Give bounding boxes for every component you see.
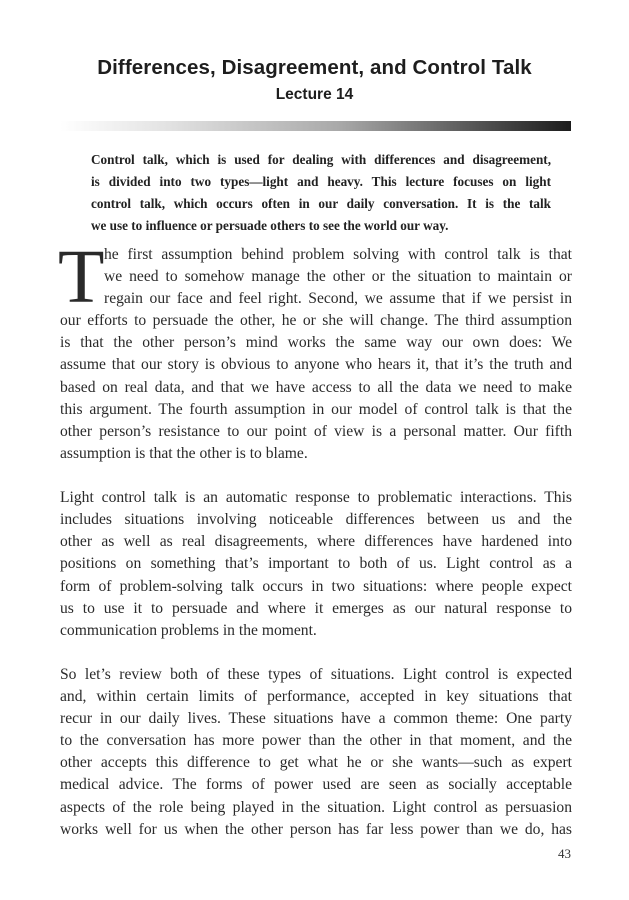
text-line: aspects of the role being played in the situation. Light control as persuasion	[60, 798, 572, 816]
text-line: based on real data, and that we have access to all the data we need to make	[60, 378, 572, 396]
text-line: other as well as real disagreements, where differences have hardened into	[60, 533, 572, 551]
text-line: is that the other person’s mind works the same way our own does: We	[60, 334, 572, 352]
paragraph-2	[60, 487, 572, 642]
paragraph-1	[58, 235, 572, 465]
text-line: assume that our story is obvious to anyone who hears it, that it’s the truth and	[60, 356, 572, 374]
text-line: So let’s review both of these types of situations. Light control is expected	[60, 665, 572, 683]
summary-line: is divided into two types—light and heavy. This lecture focuses on light	[91, 174, 551, 190]
text-line: assumption is that the other is to blame.	[60, 444, 308, 462]
text-line: form of problem-solving talk occurs in two situations: where people expect	[60, 577, 572, 595]
text-line: this argument. The fourth assumption in our model of control talk is that the	[60, 400, 572, 418]
text-line: other accepts this difference to get what he or she wants—such as expert	[60, 754, 572, 772]
text-line: he first assumption behind problem solving with control talk is that	[104, 246, 572, 263]
text-line: and, within certain limits of performance, accepted in key situations that	[60, 688, 572, 706]
text-line: us to use it to persuade and where it emerges as our natural response to	[60, 599, 572, 617]
summary-line: we use to influence or persuade others to see the world our way.	[91, 218, 449, 234]
gradient-divider	[60, 121, 571, 131]
text-line: to the conversation has more power than the other in that moment, and the	[60, 732, 572, 750]
text-line: medical advice. The forms of power used are seen as socially acceptable	[60, 776, 572, 794]
text-line: we need to somehow manage the other or the situation to maintain or	[104, 268, 572, 286]
text-line: regain our face and feel right. Second, we assume that if we persist in	[104, 290, 572, 308]
text-line: communication problems in the moment.	[60, 621, 317, 639]
text-line: Light control talk is an automatic response to problematic interactions. This	[60, 489, 572, 507]
text-line: recur in our daily lives. These situations have a common theme: One party	[60, 710, 572, 728]
lecture-number: Lecture 14	[275, 86, 354, 103]
summary-line: Control talk, which is used for dealing with differences and disagreement,	[91, 152, 551, 167]
page-number: 43	[558, 846, 571, 861]
body-text	[58, 235, 572, 863]
lecture-summary	[91, 149, 551, 237]
lecture-title: Differences, Disagreement, and Control Talk	[97, 56, 532, 79]
text-line: other person’s resistance to our point of view is a personal matter. Our fifth	[60, 422, 572, 440]
paragraph-3	[60, 664, 572, 841]
text-line: positions on something that’s important to both of us. Light control as a	[60, 555, 572, 573]
text-line: works well for us when the other person has far less power than we do, has	[60, 820, 572, 838]
text-line: includes situations involving noticeable differences between us and the	[60, 511, 572, 529]
drop-cap: T	[58, 235, 105, 319]
text-line: our efforts to persuade the other, he or she will change. The third assumption	[60, 312, 572, 330]
summary-line: control talk, which occurs often in our daily conversation. It is the talk	[91, 196, 551, 212]
